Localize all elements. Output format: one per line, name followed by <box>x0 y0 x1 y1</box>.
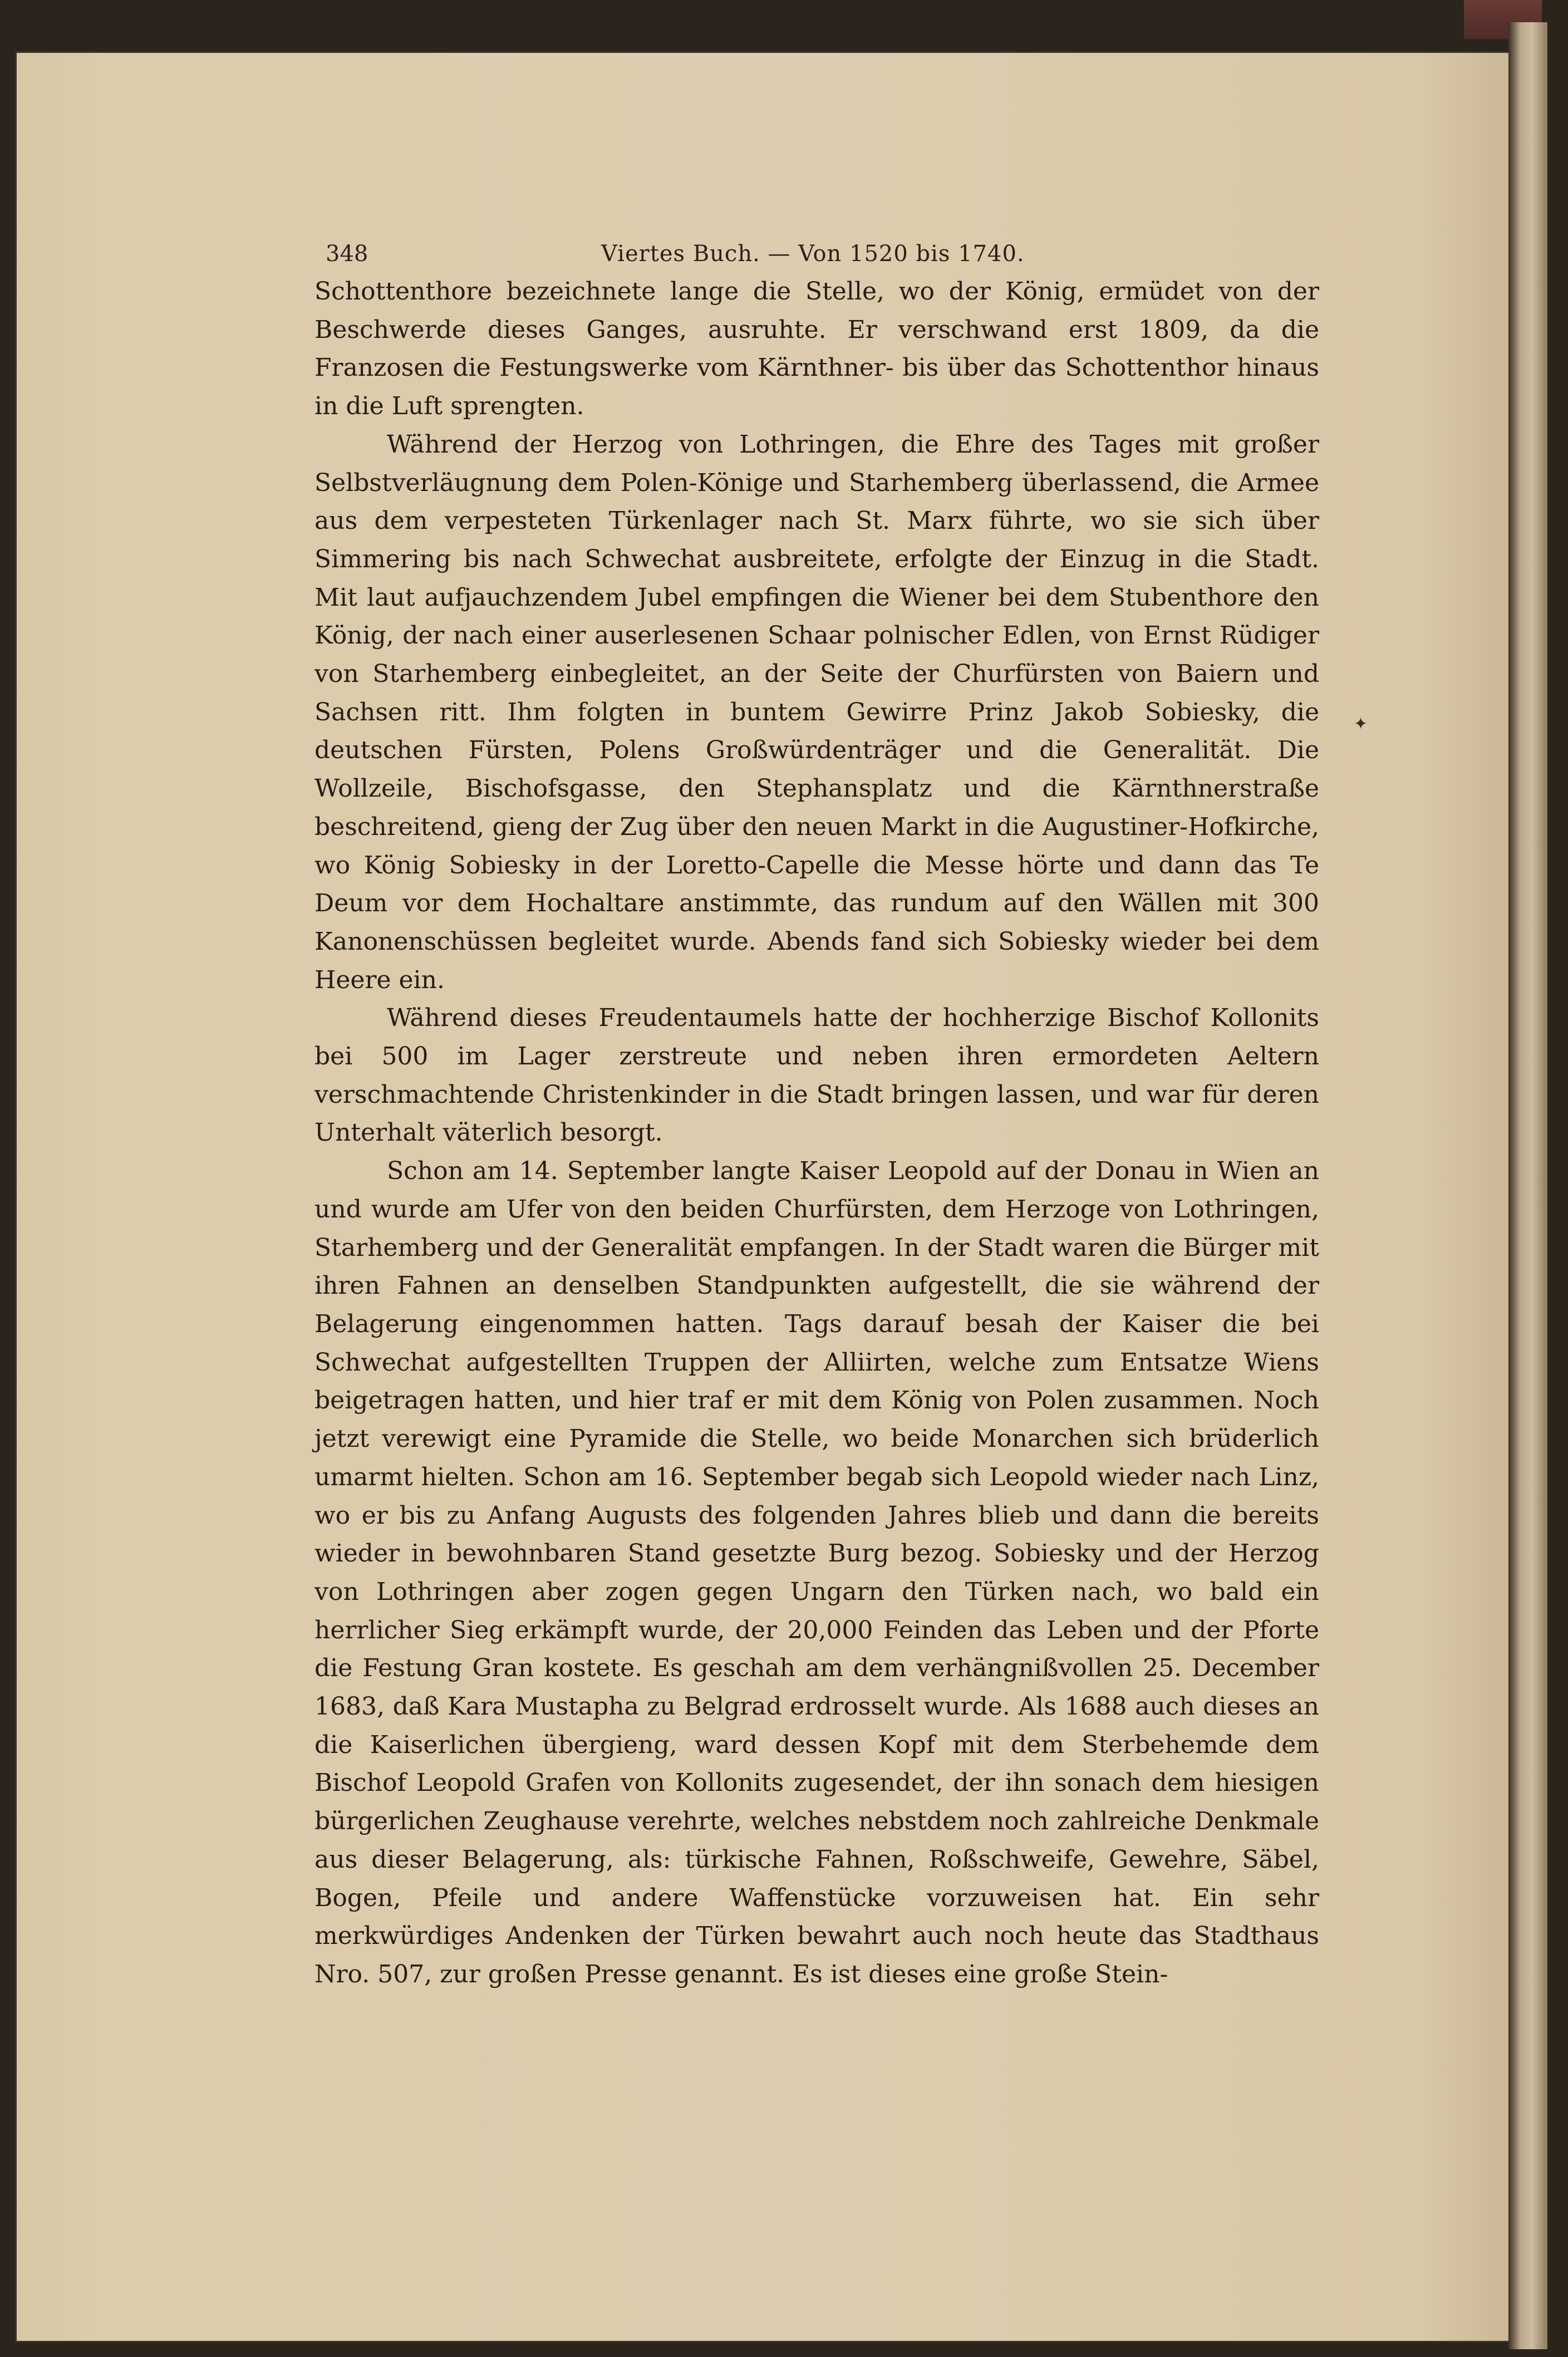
book-edge <box>1547 0 1568 2357</box>
paragraph-3: Während dieses Freudentaumels hatte der hochherzige Bischof Kollonits bei 500 im Lager zerstreute und neben ihren ermordeten Aeltern verschmachtende Christenkinder in die Stadt bringen lassen, und war für deren Unterhalt väterlich besorgt. <box>314 1004 1319 1147</box>
page-gutter-fold <box>1508 22 1547 2349</box>
running-title: Viertes Buch. — Von 1520 bis 1740. <box>601 241 1025 267</box>
body-text <box>314 273 1319 1994</box>
margin-mark: ✦ <box>1354 714 1368 734</box>
page-number: 348 <box>326 241 368 267</box>
paragraph-4: Schon am 14. September langte Kaiser Leopold auf der Donau in Wien an und wurde am Ufer von den beiden Churfürsten, dem Herzoge von Lothringen, Starhemberg und der Generalität empfangen. In der Stadt waren die Bürger mit ihren Fahnen an denselben Standpunkten aufgestellt, die sie während der Belagerung eingenommen hatten. Tags darauf besah der Kaiser die bei Schwechat aufgestellten Truppen der Alliirten, welche zum Entsatze Wiens beigetragen hatten, und hier traf er mit dem König von Polen zusammen. Noch jetzt verewigt eine Pyramide die Stelle, wo beide Monarchen sich brüderlich umarmt hielten. Schon am 16. September begab sich Leopold wieder nach Linz, wo er bis zu Anfang Augusts des folgenden Jahres blieb und dann die bereits wieder in bewohnbaren Stand gesetzte Burg bezog. Sobiesky und der Herzog von Lothringen aber zogen gegen Ungarn den Türken nach, wo bald ein herrlicher Sieg erkämpft wurde, der 20,000 Feinden das Leben und der Pforte die Festung Gran kostete. Es geschah am dem verhängnißvollen 25. December 1683, daß Kara Mustapha zu Belgrad erdrosselt wurde. Als 1688 auch dieses an die Kaiserlichen übergieng, ward dessen Kopf mit dem Sterbehemde dem Bischof Leopold Grafen von Kollonits zugesendet, der ihn sonach dem hiesigen bürgerlichen Zeughause verehrte, welches nebstdem noch zahlreiche Denkmale aus dieser Belagerung, als: türkische Fahnen, Roßschweife, Gewehre, Säbel, Bogen, Pfeile und andere Waffenstücke vorzuweisen hat. Ein sehr merkwürdiges Andenken der Türken bewahrt auch noch heute das Stadthaus Nro. 507, zur großen Presse genannt. Es ist dieses eine große Stein- <box>314 1157 1319 1988</box>
paragraph-1: Schottenthore bezeichnete lange die Stelle, wo der König, ermüdet von der Beschwerde dieses Ganges, ausruhte. Er verschwand erst 1809, da die Franzosen die Festungswerke vom Kärnthner- bis über das Schottenthor hinaus in die Luft sprengten. <box>314 277 1319 421</box>
page-header <box>326 237 1328 276</box>
paragraph-2: Während der Herzog von Lothringen, die Ehre des Tages mit großer Selbstverläugnung dem Polen-Könige und Starhemberg überlassend, die Armee aus dem verpesteten Türkenlager nach St. Marx führte, wo sie sich über Simmering bis nach Schwechat ausbreitete, erfolgte der Einzug in die Stadt. Mit laut aufjauchzendem Jubel empfingen die Wiener bei dem Stubenthore den König, der nach einer auserlesenen Schaar polnischer Edlen, von Ernst Rüdiger von Starhemberg einbegleitet, an der Seite der Churfürsten von Baiern und Sachsen ritt. Ihm folgten in buntem Gewirre Prinz Jakob Sobiesky, die deutschen Fürsten, Polens Großwürdenträger und die Generalität. Die Wollzeile, Bischofsgasse, den Stephansplatz und die Kärnthnerstraße beschreitend, gieng der Zug über den neuen Markt in die Augustiner-Hofkirche, wo König Sobiesky in der Loretto-Capelle die Messe hörte und dann das Te Deum vor dem Hochaltare anstimmte, das rundum auf den Wällen mit 300 Kanonenschüssen begleitet wurde. Abends fand sich Sobiesky wieder bei dem Heere ein. <box>314 430 1319 994</box>
